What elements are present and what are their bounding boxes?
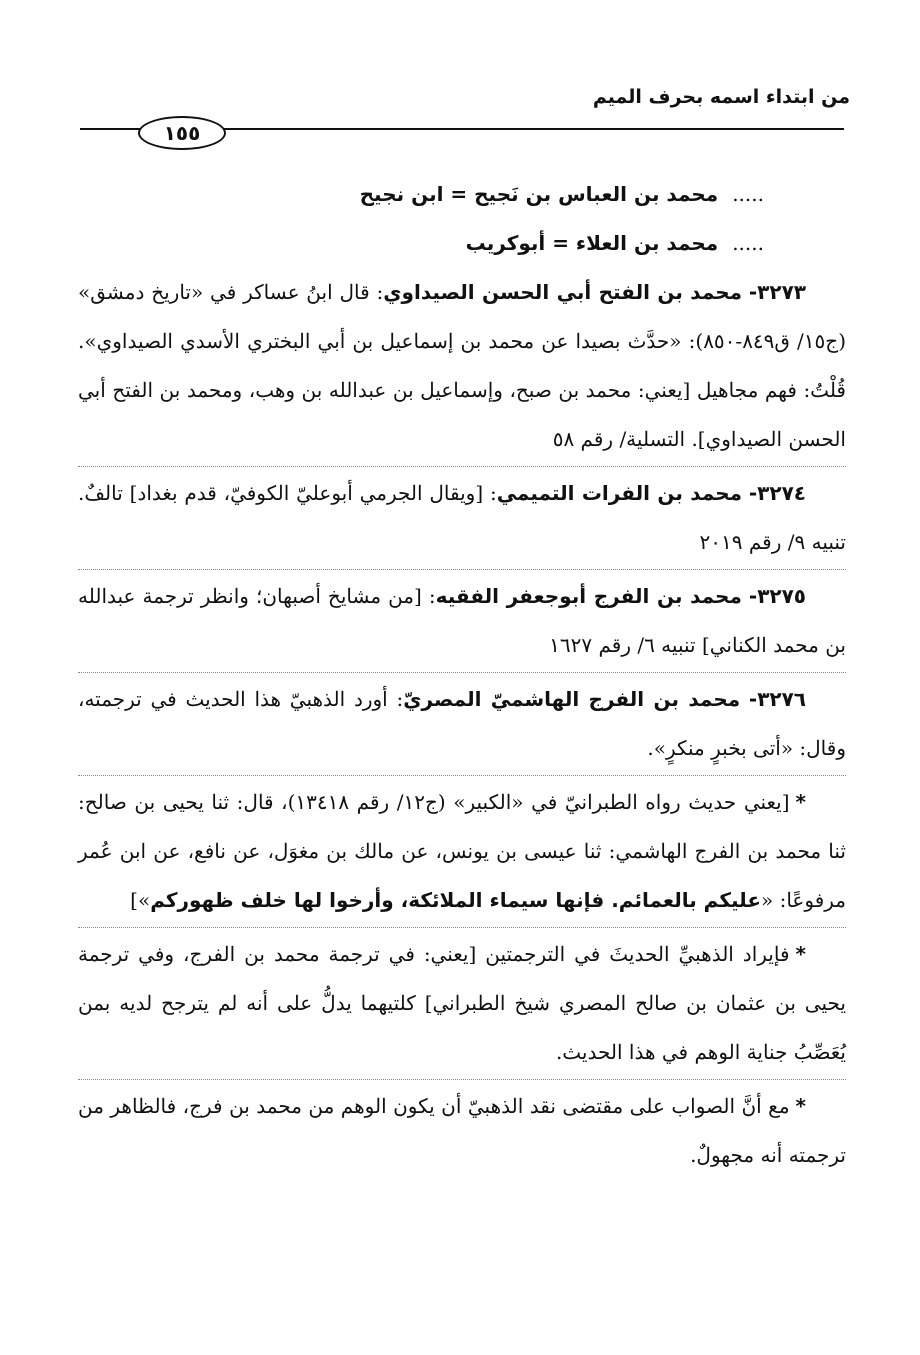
entry xyxy=(78,569,846,670)
entry-body: : أورد الذهبيّ هذا الحديث في ترجمته، وقال: «أتى بخبرٍ منكرٍ». xyxy=(78,687,846,760)
entry-body: : [من مشايخ أصبهان؛ وانظر ترجمة عبدالله بن محمد الكناني] تنبيه ٦/ رقم ١٦٢٧ xyxy=(78,584,846,657)
note xyxy=(78,775,846,925)
cross-reference-text: محمد بن العلاء = أبوكريب xyxy=(465,231,719,255)
cross-reference-text: محمد بن العباس بن نَجيح = ابن نجيح xyxy=(359,182,719,206)
entry-name: محمد بن الفرج أبوجعفر الفقيه xyxy=(435,584,742,608)
note-text: مع أنَّ الصواب على مقتضى نقد الذهبيّ أن يكون الوهم من محمد بن فرج، فالظاهر من ترجمته أنه مجهولٌ. xyxy=(78,1094,846,1167)
note xyxy=(78,1079,846,1180)
entry-name: محمد بن الفتح أبي الحسن الصيداوي xyxy=(383,280,743,304)
entry-number: ٣٢٧٤- xyxy=(748,481,806,505)
header-title: من ابتداء اسمه بحرف الميم xyxy=(592,86,850,108)
entry-name: محمد بن الفرج الهاشميّ المصريّ xyxy=(403,687,741,711)
leader-dots: ..... xyxy=(732,231,764,255)
asterisk-marker: * xyxy=(795,790,807,814)
entry-name: محمد بن الفرات التميمي xyxy=(496,481,743,505)
leader-dots: ..... xyxy=(732,182,764,206)
entry-body: : قال ابنُ عساكر في «تاريخ دمشق» (ج١٥/ ق٨٤٩-٨٥٠): «حدَّث بصيدا عن محمد بن إسماعيل بن أبي البختري الأسدي الصيداوي». قُلْتُ: فهم مجاهيل [يعني: محمد بن صبح، وإسماعيل بن عبدالله بن وهب، ومحمد بن الفتح أبي الحسن الصيداوي]. التسلية/ رقم ٥٨ xyxy=(78,280,846,451)
running-header xyxy=(70,86,850,116)
page-number: ١٥٥ xyxy=(138,116,226,150)
asterisk-marker: * xyxy=(795,942,806,966)
entry-number: ٣٢٧٥- xyxy=(748,584,807,608)
note-text: فإيراد الذهبيِّ الحديثَ في الترجمتين [يعني: في ترجمة محمد بن الفرج، وفي ترجمة يحيى بن عثمان بن صالح المصري شيخ الطبراني] كلتيهما يدلُّ على أنه لم يترجح لديه بمن يُعَصِّبُ جناية الوهم في هذا الحديث. xyxy=(78,942,846,1064)
note-text: [يعني حديث رواه الطبرانيّ في «الكبير» (ج١٢/ رقم ١٣٤١٨)، قال: ثنا يحيى بن صالح: ثنا محمد بن الفرج الهاشمي: ثنا عيسى بن يونس، عن مالك بن مغوَل، عن نافع، عن ابن عُمر مرفوعًا: « xyxy=(78,790,846,912)
entry xyxy=(78,268,846,464)
cross-reference xyxy=(78,170,846,219)
asterisk-marker: * xyxy=(795,1094,806,1118)
note xyxy=(78,927,846,1077)
entry xyxy=(78,672,846,773)
note-tail: »] xyxy=(130,888,151,912)
entry-body: : [ويقال الجرمي أبوعليّ الكوفيّ، قدم بغداد] تالفٌ. تنبيه ٩/ رقم ٢٠١٩ xyxy=(78,481,846,554)
cross-reference xyxy=(78,219,846,268)
entry-number: ٣٢٧٣- xyxy=(748,280,806,304)
page-body xyxy=(78,170,846,1180)
entry xyxy=(78,466,846,567)
note-bold-text: عليكم بالعمائم. فإنها سيماء الملائكة، وأرخوا لها خلف ظهوركم xyxy=(150,888,761,912)
entry-number: ٣٢٧٦- xyxy=(748,687,807,711)
